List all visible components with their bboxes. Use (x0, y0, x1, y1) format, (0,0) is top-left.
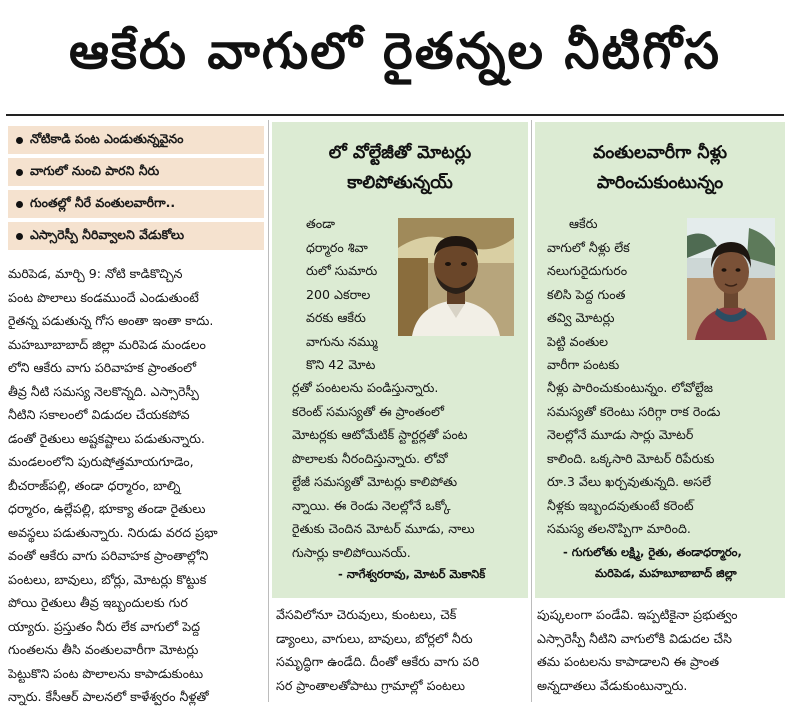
quote-line: గుసార్లు కాలిపోయినయ్. (292, 544, 411, 560)
quote-line: కాలింది. ఒక్కసారి మోటర్ రిపేరుకు (547, 450, 715, 466)
box-title-line: లో వోల్టేజీతో మోటర్లు (328, 143, 472, 163)
headline: ఆకేరు వాగులో రైతన్నల నీటిగోస (68, 21, 722, 80)
man-portrait-image (398, 218, 514, 336)
quote-line: సమస్యతో కరెంటు సరిగ్గా రాక రెండు (547, 403, 721, 419)
article-line: డ్యాంలు, వాగులు, బావులు, బోర్లలో నీరు (276, 630, 473, 646)
quote-line: నెలల్లోనే మూడు సార్లు మోటర్ (547, 427, 694, 442)
column-divider (531, 120, 532, 702)
article-line: ధర్మారం, ఉల్లేపల్లి, భూక్యా తండా రైతులు (8, 501, 206, 516)
quote-text-full (547, 376, 720, 541)
article-line: మండలంలోని పురుషోత్తమాయగూడెం, (8, 454, 194, 469)
quote-text-beside-photo (547, 212, 630, 377)
quote-line: తండా (306, 216, 336, 231)
mechanic-byline: - నాగేశ్వరరావు, మోటర్ మెకానిక్ (338, 567, 486, 581)
quote-line: వారీగా పంటకు (547, 357, 620, 372)
column-divider (268, 120, 269, 702)
quote-line: నీళ్లకు ఇబ్బందవుతుంటే కరెంట్ (547, 497, 694, 513)
headline-rule (6, 114, 784, 116)
farmer-quote-box (535, 122, 785, 598)
article-line: న్నారు. కేసీఆర్ పాలనలో కాళేశ్వరం నీళ్లతో (8, 689, 209, 704)
article-line: వేసవిలోనూ చెరువులు, కుంటలు, చెక్ (276, 607, 457, 622)
highlight-text: ఎస్సారెస్పీ నీరివ్వాలని వేడుకోలు (30, 226, 185, 242)
bullet-icon (16, 233, 23, 240)
quote-line: వాగులో నీళ్లు లేక (547, 239, 630, 255)
quote-line: నీళ్లు పారించుకుంటున్నం. లోవోల్టేజ (547, 380, 713, 395)
article-line: అన్నదాతలు వేడుకుంటున్నారు. (537, 677, 688, 693)
article-line: అవస్థలు పడుతున్నారు. నిరుడు వరద ప్రభా (8, 524, 218, 540)
bullet-icon (16, 201, 23, 208)
box-title-line: కాలిపోతున్నయ్ (347, 173, 453, 193)
article-left-column (8, 262, 264, 708)
bullet-icon (16, 169, 23, 176)
article-line: మరిపెడ, మార్చి 9: నోటి కాడికొచ్చిన (8, 266, 183, 281)
farmer-photo (687, 218, 775, 340)
box-title (535, 138, 785, 198)
mechanic-quote-box (272, 122, 528, 598)
quote-line: 200 ఎకరాల (306, 286, 371, 302)
farmer-byline: - గుగులోతు లక్ష్మి, రైతు, తండాధర్మారం, (563, 545, 742, 559)
quote-line: తవ్వి మోటర్లు (547, 310, 615, 325)
article-line: బీచరాజ్‌పల్లి, తండా ధర్మారం, బాల్ని (8, 477, 181, 493)
quote-text-full (292, 376, 475, 564)
box-title-line: వంతులవారీగా నీళ్లు (592, 143, 728, 163)
article-right-bottom (537, 603, 785, 697)
article-line: గుంతలను తీసి వంతులవారీగా మోటర్లు (8, 642, 199, 657)
article-line: పంట పొలాలు కండముందే ఎండుతుంటే (8, 289, 199, 305)
bullet-icon (16, 137, 23, 144)
farmer-byline: మరిపెడ, మహబూబాబాద్ జిల్లా (595, 566, 737, 580)
quote-text-beside-photo (306, 212, 378, 377)
quote-line: వాగును నమ్ము (306, 333, 378, 349)
highlight-text: నోటికాడి పంట ఎండుతున్నవైనం (30, 130, 184, 146)
quote-line: ల్టేజీ సమస్యతో మోటర్లు కాలిపోతు (292, 474, 458, 489)
article-middle-bottom (276, 603, 526, 697)
article-line: తమ పంటలను కాపాడాలని ఈ ప్రాంత (537, 654, 719, 669)
article-line: మహబూబాబాద్ జిల్లా మరిపెడ మండలం (8, 336, 206, 352)
quote-line: రైతుకు చెందిన మోటర్ మూడు, నాలు (292, 521, 475, 536)
article-line: నీటిని సకాలంలో విడుదల చేయకపోవ (8, 407, 190, 422)
quote-line: పొలాలకు నీరందిస్తున్నారు. లోవో (292, 450, 448, 466)
quote-line: ర్లతో పంటలను పండిస్తున్నారు. (292, 380, 439, 395)
box-title-line: పారించుకుంటున్నం (596, 173, 724, 193)
article-line: రైతన్న పడుతున్న గోస అంతా ఇంతా కాదు. (8, 313, 214, 328)
article-line: లోని ఆకేరు వాగు పరివాహక ప్రాంతంలో (8, 360, 197, 375)
quote-line: న్నాయి. ఈ రెండు నెలల్లోనే ఒక్కో (292, 497, 451, 513)
box-title (272, 138, 528, 198)
highlight-item (8, 222, 264, 250)
highlight-item (8, 126, 264, 154)
quote-line: ఆకేరు (569, 216, 598, 231)
article-line: ఎస్సారెస్పీ నీటిని వాగులోకి విడుదల చేసి (537, 630, 732, 646)
quote-line: మోటర్లకు ఆటోమేటిక్ స్టార్టర్లతో పంట (292, 427, 468, 442)
quote-line: నలుగురైదుగురం (547, 263, 628, 278)
article-line: పంటలు, బావులు, బోర్లు, మోటర్లు కొట్టుక (8, 571, 207, 587)
quote-line: కొని 42 మోట (306, 357, 376, 372)
article-line: డంతో రైతులు అష్టకష్టాలు పడుతున్నారు. (8, 430, 205, 446)
article-line: సమృద్ధిగా ఉండేది. దీంతో ఆకేరు వాగు పరి (276, 654, 480, 669)
highlight-text: వాగులో నుంచి పారని నీరు (30, 162, 160, 178)
article-line: తీవ్ర నీటి సమస్య నెలకొన్నది. ఎస్సారెస్పీ (8, 383, 199, 399)
quote-line: పెట్టి వంతుల (547, 333, 609, 349)
article-line: పెట్టుకొని పంట పొలాలను కాపాడుకుంటు (8, 665, 204, 681)
quote-line: ధర్మారం శివా (306, 239, 368, 255)
quote-line: రూ.3 వేలు ఖర్చవుతున్నది. అసలే (547, 474, 712, 489)
quote-line: కలిసి పెద్ద గుంత (547, 286, 626, 302)
highlight-item (8, 190, 264, 218)
quote-line: వరకు ఆకేరు (306, 310, 366, 325)
mechanic-photo (398, 218, 514, 336)
quote-line: సమస్య తలనొప్పిగా మారింది. (547, 521, 691, 536)
article-line: పోయి రైతులు తీవ్ర ఇబ్బందులకు గుర (8, 595, 188, 610)
highlights-box (8, 126, 264, 254)
quote-line: రులో సుమారు (306, 263, 378, 278)
highlight-text: గుంతల్లో నీరే వంతులవారీగా.. (30, 194, 176, 210)
article-line: సర ప్రాంతాలతోపాటు గ్రామాల్లో పంటలు (276, 677, 465, 693)
article-line: వంతో ఆకేరు వాగు పరివాహక ప్రాంతాల్లోని (8, 548, 209, 563)
article-line: య్యారు. ప్రస్తుతం నీరు లేక వాగులో పెద్ద (8, 618, 201, 634)
quote-line: కరెంట్ సమస్యతో ఈ ప్రాంతంలో (292, 403, 444, 419)
woman-portrait-image (687, 218, 775, 340)
article-line: పుష్కలంగా పండేవి. ఇప్పటికైనా ప్రభుత్వం (537, 607, 738, 622)
highlight-item (8, 158, 264, 186)
